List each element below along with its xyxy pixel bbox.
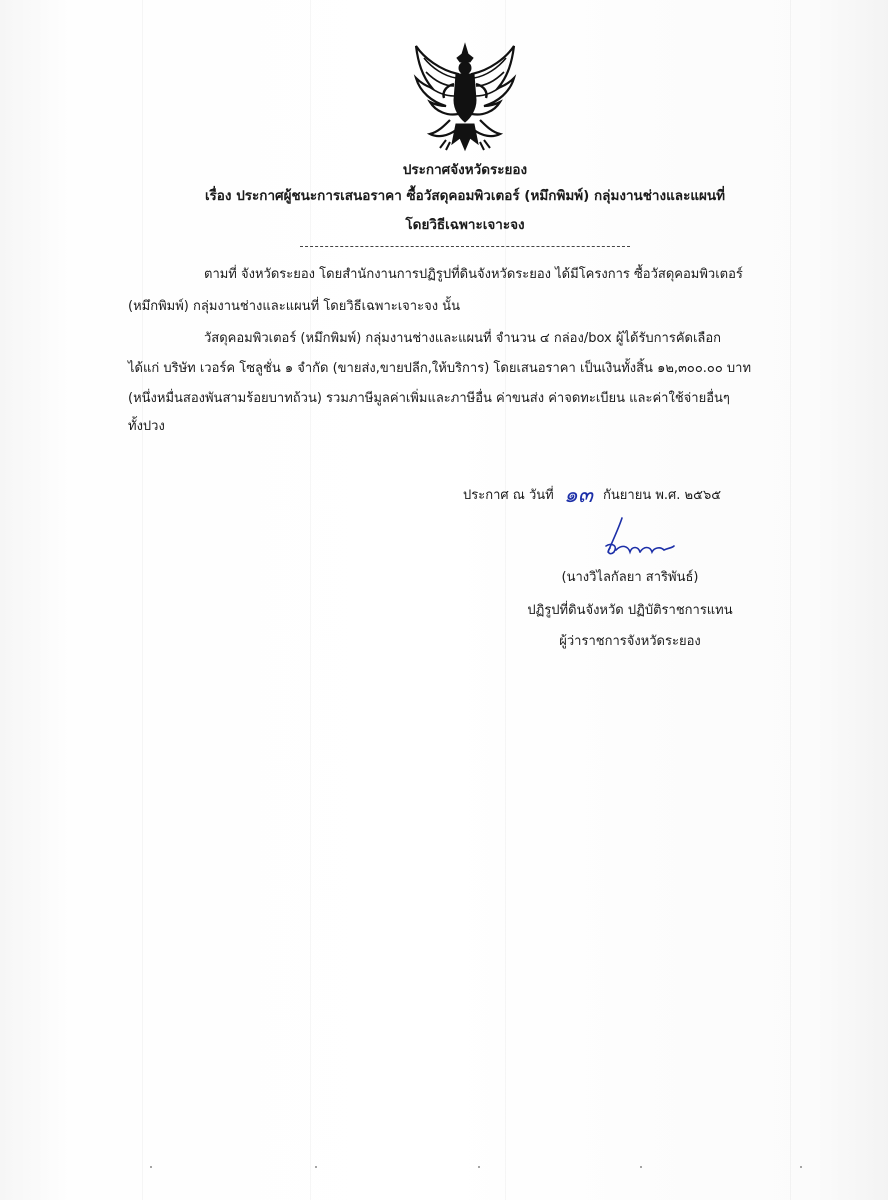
date-suffix: กันยายน พ.ศ. ๒๕๖๕: [603, 488, 722, 503]
signatory-name: (นางวิไลกัลยา สาริพันธ์): [561, 570, 699, 585]
scan-artifact: [640, 1166, 642, 1168]
scan-artifact: [315, 1166, 317, 1168]
document-subject: เรื่อง ประกาศผู้ชนะการเสนอราคา ซื้อวัสดุคอมพิวเตอร์ (หมึกพิมพ์) กลุ่มงานช่างและแผนที่: [204, 188, 726, 204]
announcement-date: [463, 477, 721, 512]
document-title: ประกาศจังหวัดระยอง: [402, 162, 528, 178]
heading-divider: [300, 246, 630, 247]
paragraph2-line1: วัสดุคอมพิวเตอร์ (หมึกพิมพ์) กลุ่มงานช่างและแผนที่ จำนวน ๔ กล่อง/box ผู้ได้รับการคัดเลือก: [204, 331, 722, 346]
scan-streak: [790, 0, 791, 1200]
date-prefix: ประกาศ ณ วันที่: [463, 488, 554, 503]
procurement-method: โดยวิธีเฉพาะเจาะจง: [405, 217, 525, 233]
signatory-position-line1: ปฏิรูปที่ดินจังหวัด ปฏิบัติราชการแทน: [527, 603, 733, 618]
paragraph2-line3: (หนึ่งหมื่นสองพันสามร้อยบาทถ้วน) รวมภาษีมูลค่าเพิ่มและภาษีอื่น ค่าขนส่ง ค่าจดทะเบียน และค่าใช้จ่ายอื่นๆ: [128, 391, 730, 406]
paragraph1-line2: (หมึกพิมพ์) กลุ่มงานช่างและแผนที่ โดยวิธีเฉพาะเจาะจง นั้น: [128, 299, 460, 314]
signatory-position-line2: ผู้ว่าราชการจังหวัดระยอง: [559, 634, 701, 649]
scan-artifact: [800, 1166, 802, 1168]
scan-artifact: [150, 1166, 152, 1168]
scan-artifact: [478, 1166, 480, 1168]
paragraph2-line4: ทั้งปวง: [128, 419, 165, 434]
paragraph1-line1: ตามที่ จังหวัดระยอง โดยสำนักงานการปฏิรูปที่ดินจังหวัดระยอง ได้มีโครงการ ซื้อวัสดุคอมพิวเตอร์: [204, 267, 743, 282]
paragraph2-line2: ได้แก่ บริษัท เวอร์ค โซลูชั่น ๑ จำกัด (ขายส่ง,ขายปลีก,ให้บริการ) โดยเสนอราคา เป็นเงินทั้งสิ้น ๑๒,๓๐๐.๐๐ บาท: [128, 361, 752, 376]
scan-streak: [142, 0, 143, 1200]
garuda-emblem-icon: [410, 40, 520, 155]
handwritten-signature: [598, 512, 678, 562]
scan-streak: [310, 0, 311, 1200]
date-day: ๑๓: [563, 483, 593, 508]
